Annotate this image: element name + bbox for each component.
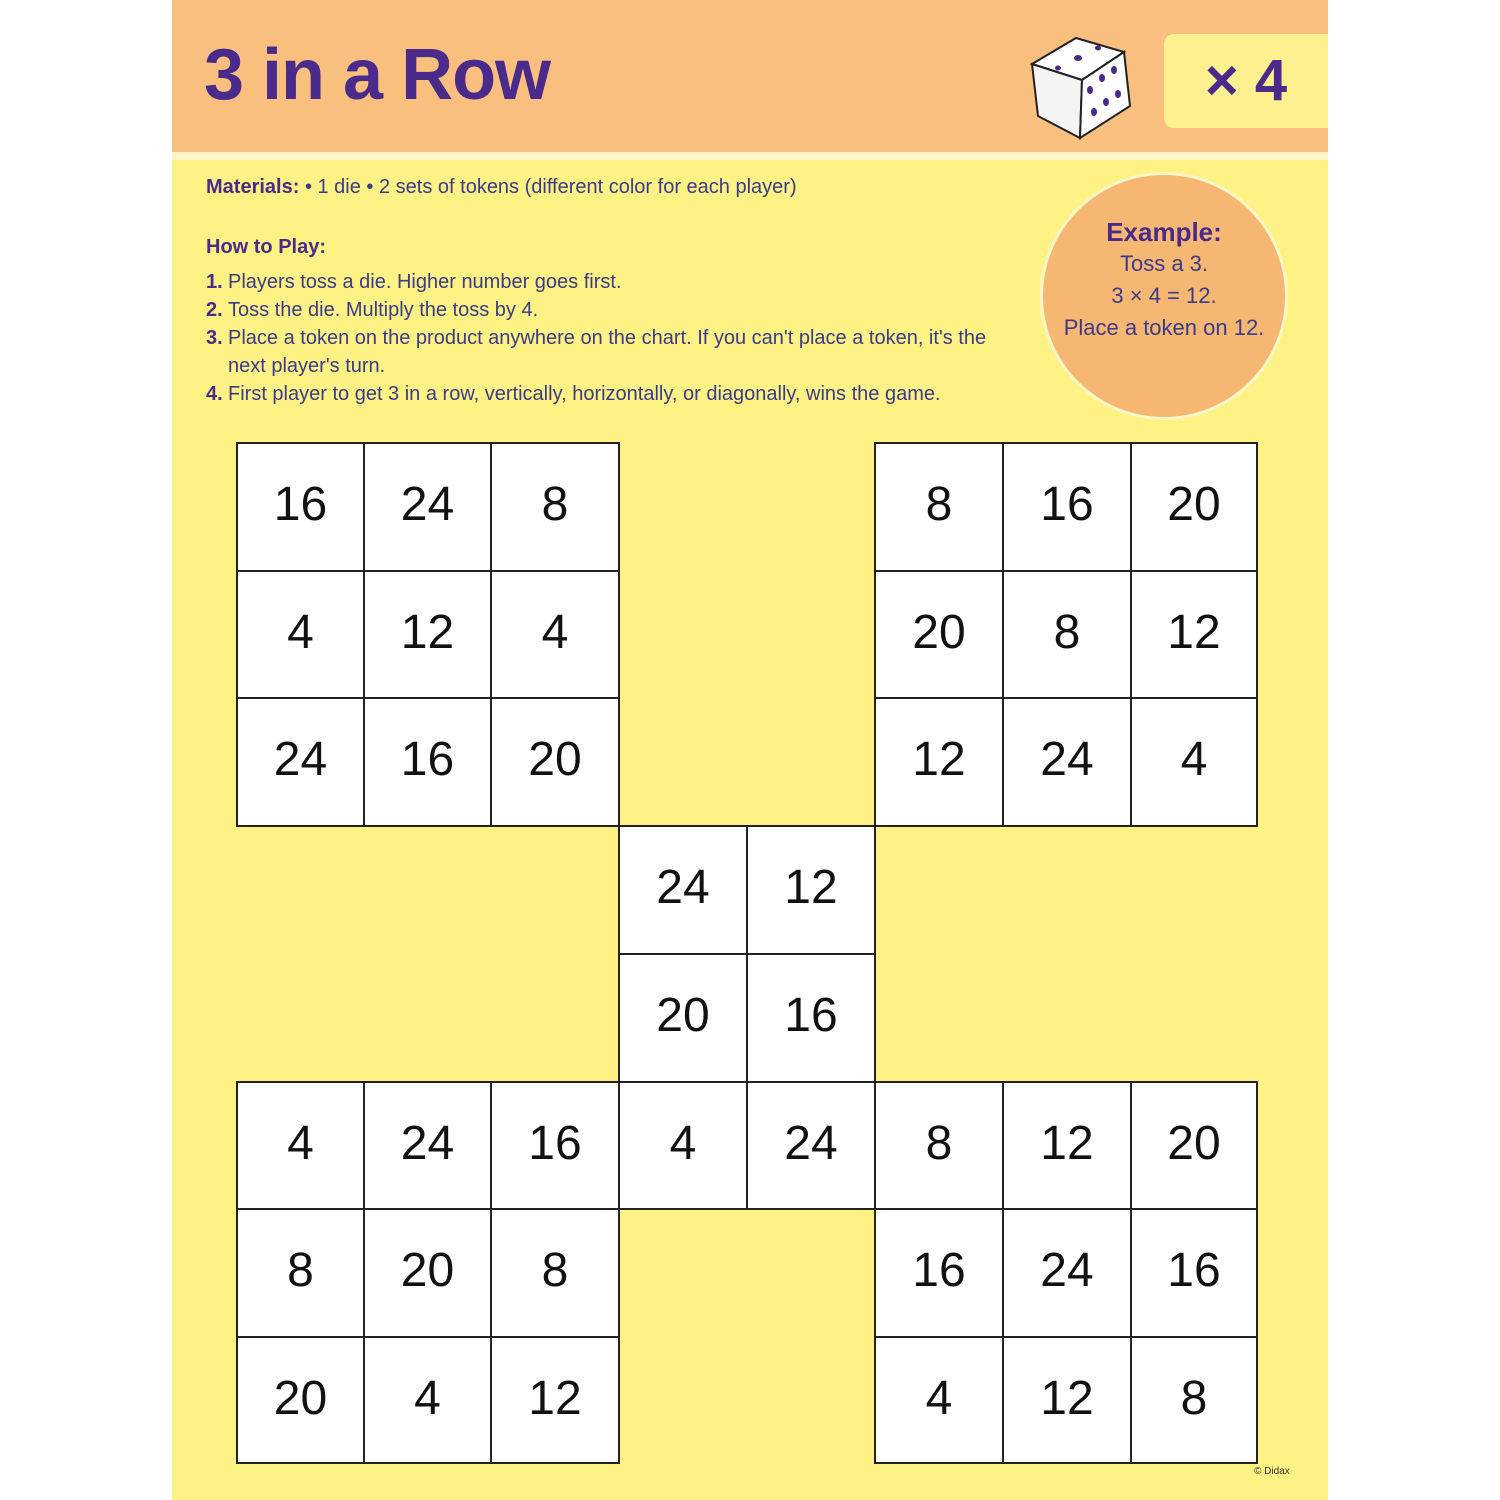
materials-text: • 1 die • 2 sets of tokens (different color for each player)	[304, 176, 797, 198]
step-number: 4.	[206, 383, 223, 405]
board-cell[interactable]: 8	[490, 1208, 620, 1338]
board-cell[interactable]: 12	[874, 697, 1004, 827]
board-cell[interactable]: 20	[236, 1336, 365, 1464]
board-cell[interactable]: 20	[363, 1208, 492, 1338]
board-cell[interactable]: 24	[363, 442, 492, 572]
example-line: Toss a 3.	[1119, 251, 1209, 276]
board-cell[interactable]: 24	[1002, 697, 1132, 827]
board-cell[interactable]: 24	[363, 1081, 492, 1210]
board-cell[interactable]: 24	[236, 697, 365, 827]
board-cell[interactable]: 8	[1002, 570, 1132, 699]
multiplier-label: × 4	[1204, 48, 1288, 113]
board-cell[interactable]: 4	[1130, 697, 1258, 827]
board-cell[interactable]: 4	[236, 570, 365, 699]
example-title: Example:	[1106, 217, 1222, 247]
page-title: 3 in a Row	[204, 35, 551, 115]
step-text: First player to get 3 in a row, vertically, horizontally, or diagonally, wins the game.	[228, 383, 941, 405]
board-cell[interactable]: 4	[874, 1336, 1004, 1464]
board-cell[interactable]: 8	[1130, 1336, 1258, 1464]
step-number: 3.	[206, 327, 223, 349]
board-cell[interactable]: 24	[1002, 1208, 1132, 1338]
board-cell[interactable]: 8	[874, 442, 1004, 572]
board-cell[interactable]: 20	[1130, 442, 1258, 572]
board-cell[interactable]: 8	[490, 442, 620, 572]
example-line: Place a token on 12.	[1063, 315, 1265, 340]
copyright-text: © Didax	[1254, 1466, 1290, 1477]
materials-label: Materials:	[206, 176, 300, 198]
board-cell[interactable]: 16	[746, 953, 876, 1083]
board-cell[interactable]: 16	[874, 1208, 1004, 1338]
board-cell[interactable]: 16	[1130, 1208, 1258, 1338]
board-cell[interactable]: 4	[236, 1081, 365, 1210]
board-cell[interactable]: 4	[618, 1081, 748, 1210]
board-cell[interactable]: 4	[363, 1336, 492, 1464]
board-cell[interactable]: 16	[1002, 442, 1132, 572]
board-cell[interactable]: 20	[874, 570, 1004, 699]
board-cell[interactable]: 20	[1130, 1081, 1258, 1210]
how-to-play-heading: How to Play:	[206, 236, 327, 258]
board-cell[interactable]: 4	[490, 570, 620, 699]
board-cell[interactable]: 16	[490, 1081, 620, 1210]
step-text: Players toss a die. Higher number goes first.	[228, 271, 622, 293]
step-text: Toss the die. Multiply the toss by 4.	[228, 299, 539, 321]
board-cell[interactable]: 12	[363, 570, 492, 699]
board-cell[interactable]: 16	[363, 697, 492, 827]
board-cell[interactable]: 12	[490, 1336, 620, 1464]
example-line: 3 × 4 = 12.	[1111, 283, 1217, 308]
board-cell[interactable]: 20	[490, 697, 620, 827]
board-cell[interactable]: 24	[746, 1081, 876, 1210]
step-number: 1.	[206, 271, 223, 293]
board-cell[interactable]: 12	[1002, 1081, 1132, 1210]
step-number: 2.	[206, 299, 223, 321]
board-cell[interactable]: 8	[874, 1081, 1004, 1210]
board-cell[interactable]: 20	[618, 953, 748, 1083]
board-cell[interactable]: 16	[236, 442, 365, 572]
board-cell[interactable]: 12	[1002, 1336, 1132, 1464]
board-cell[interactable]: 12	[746, 825, 876, 955]
board-cell[interactable]: 12	[1130, 570, 1258, 699]
board-cell[interactable]: 8	[236, 1208, 365, 1338]
step-text: Place a token on the product anywhere on the chart. If you can't place a token, it's the next player's turn.	[228, 327, 987, 377]
board-cell[interactable]: 24	[618, 825, 748, 955]
